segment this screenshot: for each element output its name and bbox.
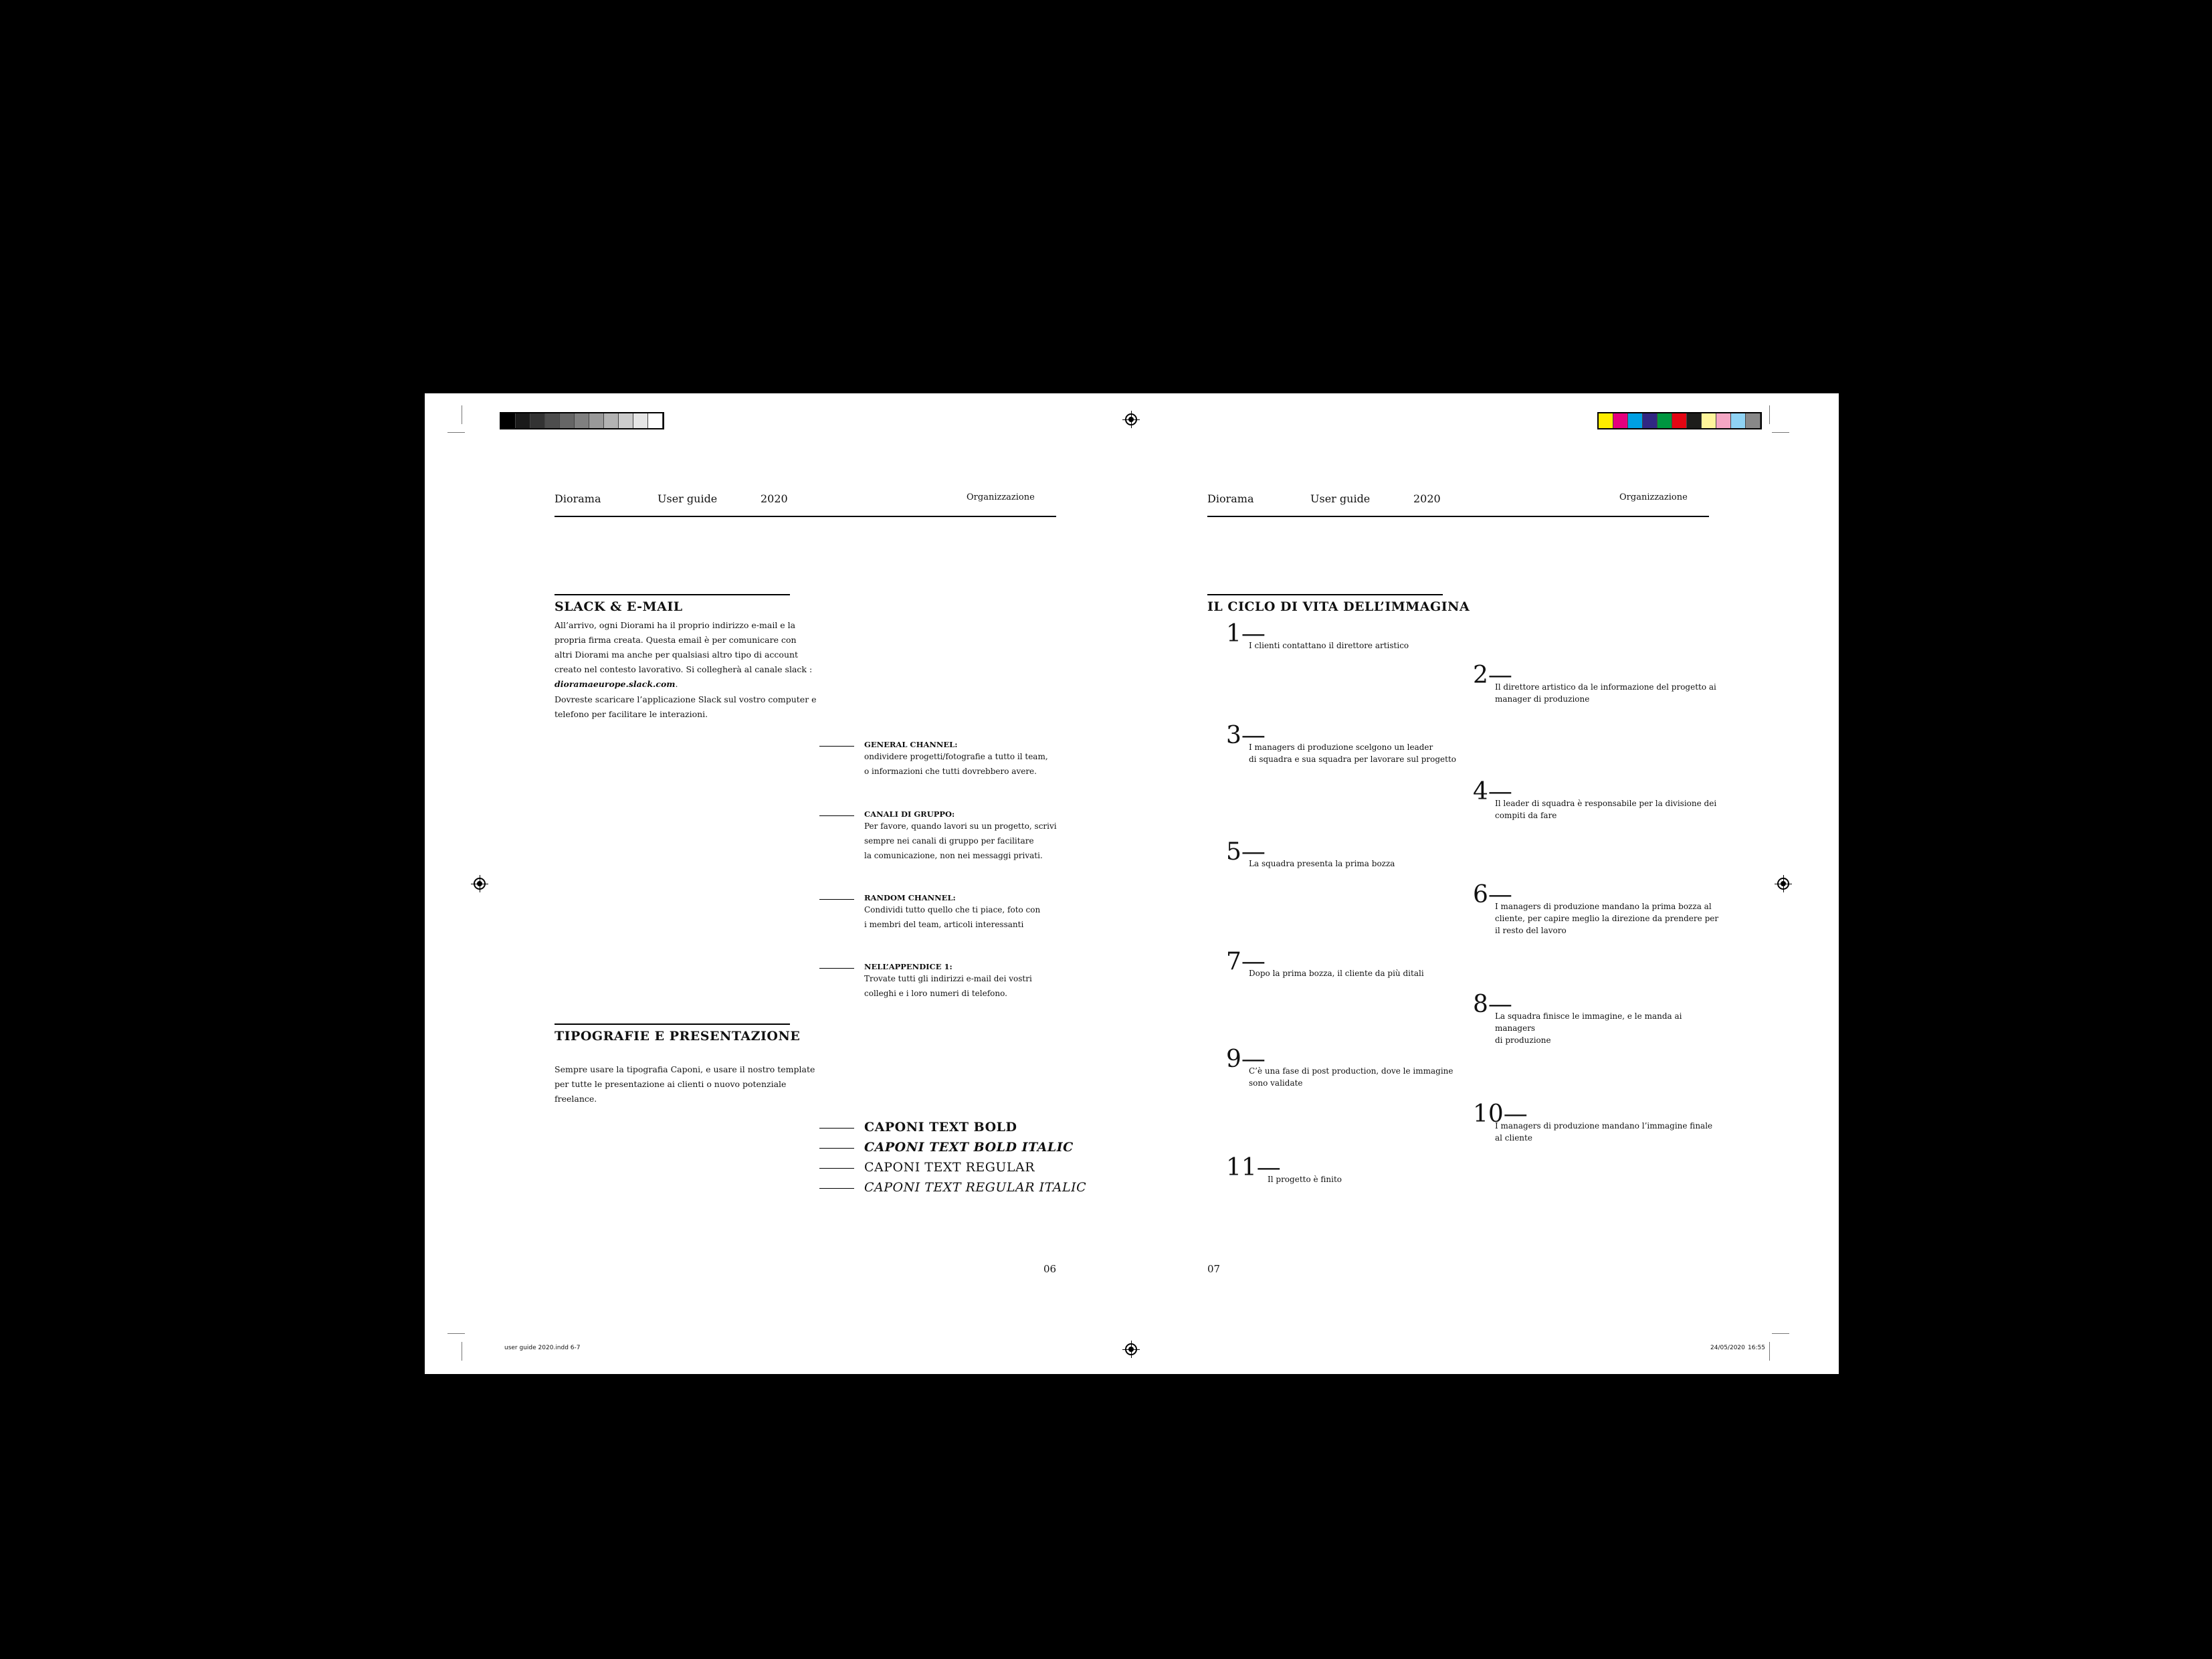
slack-paragraph [555,618,822,722]
color-swatch [1716,413,1731,428]
step-line: di produzione [1495,1036,1551,1045]
channel-item [864,893,1078,932]
step-text [1495,1120,1722,1144]
font-dash [819,1128,854,1129]
step-line: di squadra e sua squadra per lavorare sul progetto [1249,755,1457,764]
step-line: La squadra presenta la prima bozza [1249,859,1395,868]
color-swatch [1613,413,1628,428]
slug-date: 24/05/2020 [1710,1345,1745,1351]
typography-title: TIPOGRAFIE E PRESENTAZIONE [555,1029,801,1044]
step-line: cliente, per capire meglio la direzione da prendere per [1495,914,1719,923]
header-brand: Diorama [1207,492,1254,505]
step-number: 8— [1473,991,1512,1018]
font-dash [819,1148,854,1149]
color-swatch [1702,413,1716,428]
font-sample-regular-italic: CAPONI TEXT REGULAR ITALIC [864,1180,1087,1195]
page-number: 06 [1043,1263,1057,1275]
step-number: 3— [1226,722,1266,749]
crop-mark [1772,1333,1789,1334]
font-sample-regular: CAPONI TEXT REGULAR [864,1160,1035,1175]
channel-line: colleghi e i loro numeri di telefono. [864,989,1007,998]
channel-item [864,809,1078,863]
step-line: La squadra finisce le immagine, e le manda ai managers [1495,1011,1682,1033]
step-line: Il direttore artistico da le informazione del progetto ai [1495,682,1716,692]
header-year: 2020 [761,492,788,505]
step-line: Dopo la prima bozza, il cliente da più ditali [1249,969,1424,978]
step-line: sono validate [1249,1078,1303,1088]
slug-time: 16:55 [1748,1345,1765,1351]
step-text [1268,1173,1482,1185]
channel-title: GENERAL CHANNEL: [864,740,958,749]
step-number: 6— [1473,881,1512,908]
color-swatch [560,413,575,428]
step-number: 5— [1226,838,1266,866]
step-number: 11— [1226,1154,1281,1181]
step-line: al cliente [1495,1133,1532,1143]
registration-mark-icon [1125,413,1137,425]
step-text [1249,640,1476,652]
font-sample-bold: CAPONI TEXT BOLD [864,1120,1017,1135]
crop-mark [1772,432,1789,433]
color-swatch [1657,413,1672,428]
channel-line: ondividere progetti/fotografie a tutto il team, [864,752,1048,761]
channel-title: NELL’APPENDICE 1: [864,962,952,971]
color-swatch [1672,413,1687,428]
page-number: 07 [1207,1263,1221,1275]
link-suffix: . [675,679,678,689]
typography-paragraph [555,1062,822,1106]
step-number: 9— [1226,1046,1266,1073]
process-color-bar [1597,412,1762,429]
header-guide: User guide [1310,492,1371,505]
section-rule [555,594,790,595]
step-line: I managers di produzione scelgono un leader [1249,743,1433,752]
channel-line: Condividi tutto quello che ti piace, foto con [864,905,1041,914]
crop-mark [447,432,465,433]
step-line: manager di produzione [1495,694,1590,704]
step-text [1249,741,1476,765]
step-text [1495,1010,1722,1046]
channel-line: i membri del team, articoli interessanti [864,920,1024,929]
slack-workspace-link[interactable]: dioramaeurope.slack.com [555,679,676,689]
step-line: il resto del lavoro [1495,926,1567,935]
color-swatch [1599,413,1613,428]
slack-line: creato nel contesto lavorativo. Si collegherà al canale slack : [555,664,813,674]
header-section: Organizzazione [1619,492,1688,502]
step-text [1495,797,1722,821]
step-line: I managers di produzione mandano l’immagine finale [1495,1121,1713,1131]
step-text [1249,967,1476,979]
color-swatch [545,413,560,428]
grayscale-color-bar [500,412,664,429]
channel-dash [819,899,854,900]
slack-line: propria firma creata. Questa email è per comunicare con [555,635,797,645]
slack-line: All’arrivo, ogni Diorami ha il proprio indirizzo e-mail e la [555,620,796,630]
channel-item [864,740,1078,779]
registration-mark-icon [1125,1343,1137,1355]
channel-line: la comunicazione, non nei messaggi privati. [864,851,1043,860]
step-text [1249,858,1476,870]
registration-mark-icon [474,878,486,890]
header-brand: Diorama [555,492,601,505]
channel-title: RANDOM CHANNEL: [864,893,956,902]
font-dash [819,1168,854,1169]
step-number: 7— [1226,948,1266,975]
slack-line: altri Diorami ma anche per qualsiasi altro tipo di account [555,650,799,660]
channel-dash [819,746,854,747]
step-number: 10— [1473,1100,1528,1128]
step-line: Il progetto è finito [1268,1175,1342,1184]
slug-filename: user guide 2020.indd 6-7 [504,1345,581,1351]
channel-dash [819,815,854,816]
step-line: Il leader di squadra è responsabile per la divisione dei [1495,799,1717,808]
slack-title: SLACK & E-MAIL [555,599,683,614]
header-guide: User guide [658,492,718,505]
step-text [1249,1065,1476,1089]
header-year: 2020 [1413,492,1441,505]
color-swatch [604,413,619,428]
color-swatch [1687,413,1702,428]
section-rule [555,1023,790,1025]
color-swatch [1643,413,1657,428]
font-sample-bold-italic: CAPONI TEXT BOLD ITALIC [864,1140,1074,1155]
slack-line: telefono per facilitare le interazioni. [555,709,708,719]
color-swatch [501,413,516,428]
spread-sheet [425,393,1839,1374]
step-line: C’è una fase di post production, dove le immagine [1249,1066,1453,1076]
step-line: I clienti contattano il direttore artistico [1249,641,1409,650]
color-swatch [619,413,633,428]
color-swatch [589,413,604,428]
color-swatch [648,413,663,428]
font-dash [819,1188,854,1189]
step-text [1495,900,1722,937]
header-rule [555,516,1056,517]
step-number: 1— [1226,620,1266,648]
channel-title: CANALI DI GRUPPO: [864,809,955,819]
crop-mark [1769,405,1770,424]
color-swatch [530,413,545,428]
channel-item [864,962,1078,1001]
step-number: 4— [1473,778,1512,805]
step-line: compiti da fare [1495,811,1557,820]
color-swatch [1731,413,1746,428]
color-swatch [1746,413,1761,428]
step-line: I managers di produzione mandano la prima bozza al [1495,902,1712,911]
channel-line: Trovate tutti gli indirizzi e-mail dei vostri [864,974,1032,983]
typography-line: per tutte le presentazione ai clienti o nuovo potenziale [555,1079,787,1089]
color-swatch [575,413,589,428]
step-text [1495,681,1722,705]
typography-line: freelance. [555,1094,597,1104]
header-section: Organizzazione [967,492,1035,502]
header-rule [1207,516,1709,517]
channel-line: sempre nei canali di gruppo per facilitare [864,836,1034,846]
crop-mark [447,1333,465,1334]
color-swatch [633,413,648,428]
color-swatch [516,413,530,428]
lifecycle-title: IL CICLO DI VITA DELL’IMMAGINA [1207,599,1470,614]
section-rule [1207,594,1443,595]
channel-line: o informazioni che tutti dovrebbero avere. [864,767,1037,776]
channel-line: Per favore, quando lavori su un progetto, scrivi [864,821,1057,831]
crop-mark [1769,1342,1770,1361]
color-swatch [1628,413,1643,428]
channel-dash [819,968,854,969]
slack-line: Dovreste scaricare l’applicazione Slack sul vostro computer e [555,694,817,704]
typography-line: Sempre usare la tipografia Caponi, e usare il nostro template [555,1064,815,1074]
step-number: 2— [1473,662,1512,689]
registration-mark-icon [1777,878,1789,890]
